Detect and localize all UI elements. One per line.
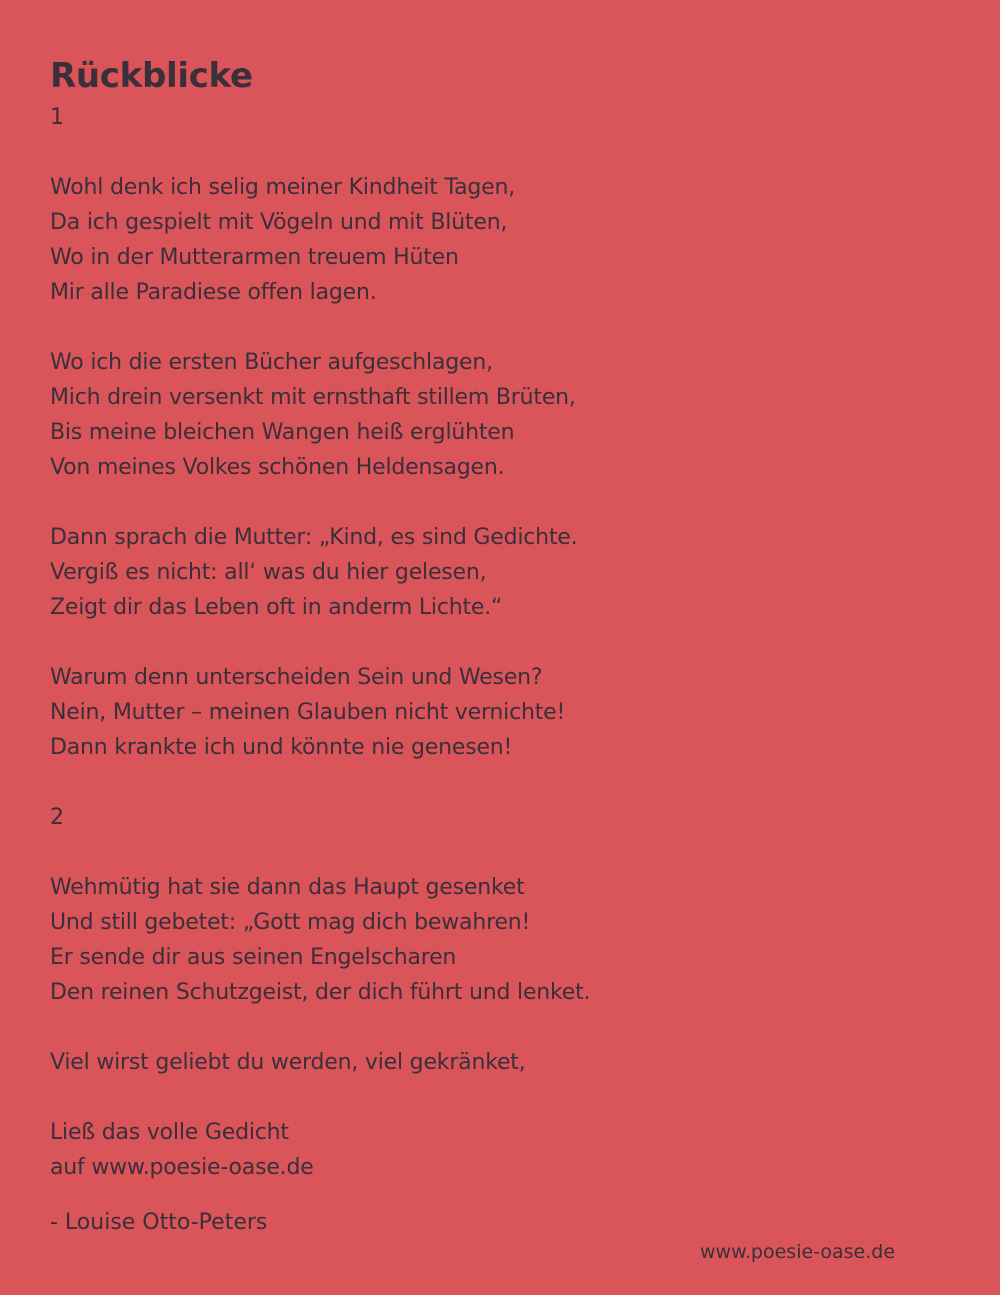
poem-line: Wo ich die ersten Bücher aufgeschlagen,	[50, 350, 493, 375]
stanza	[50, 170, 960, 310]
poem-line: Den reinen Schutzgeist, der dich führt und lenket.	[50, 980, 591, 1005]
stanza	[50, 520, 960, 625]
poem-line: Vergiß es nicht: all‘ was du hier gelesen,	[50, 560, 487, 585]
poem-line: Bis meine bleichen Wangen heiß erglühten	[50, 420, 515, 445]
poem-line: Zeigt dir das Leben oft in anderm Lichte.“	[50, 595, 503, 620]
spacer	[50, 310, 960, 345]
poem-line: Warum denn unterscheiden Sein und Wesen?	[50, 665, 543, 690]
stanza	[50, 345, 960, 485]
poem-line: Viel wirst geliebt du werden, viel gekränket,	[50, 1050, 526, 1075]
poem-title: Rückblicke	[50, 56, 253, 96]
section-number-2: 2	[50, 805, 64, 830]
poem-line: Mich drein versenkt mit ernsthaft stillem Brüten,	[50, 385, 576, 410]
stanza	[50, 1045, 960, 1080]
poem-line: Wo in der Mutterarmen treuem Hüten	[50, 245, 459, 270]
stanza	[50, 660, 960, 765]
poem-line: Wohl denk ich selig meiner Kindheit Tagen,	[50, 175, 516, 200]
spacer	[50, 625, 960, 660]
poem-line: Dann krankte ich und könnte nie genesen!	[50, 735, 513, 760]
stanza	[50, 870, 960, 1010]
spacer	[50, 835, 960, 870]
poem-author: - Louise Otto-Peters	[50, 1210, 268, 1235]
read-more-line: Ließ das volle Gedicht	[50, 1120, 289, 1145]
poem-line: Er sende dir aus seinen Engelscharen	[50, 945, 457, 970]
spacer	[50, 485, 960, 520]
poem-line: Wehmütig hat sie dann das Haupt gesenket	[50, 875, 525, 900]
footer-website-link[interactable]: www.poesie-oase.de	[700, 1241, 896, 1263]
poem-page	[50, 52, 960, 1240]
poem-line: Von meines Volkes schönen Heldensagen.	[50, 455, 505, 480]
spacer	[50, 1010, 960, 1045]
read-more-link[interactable]: auf www.poesie-oase.de	[50, 1155, 314, 1180]
spacer	[50, 135, 960, 170]
spacer	[50, 765, 960, 800]
section-number-1: 1	[50, 105, 64, 130]
poem-line: Mir alle Paradiese offen lagen.	[50, 280, 377, 305]
poem-line: Und still gebetet: „Gott mag dich bewahren!	[50, 910, 531, 935]
poem-line: Da ich gespielt mit Vögeln und mit Blüten,	[50, 210, 508, 235]
spacer	[50, 1080, 960, 1115]
read-more-note	[50, 1115, 960, 1185]
poem-line: Dann sprach die Mutter: „Kind, es sind Gedichte.	[50, 525, 578, 550]
poem-line: Nein, Mutter – meinen Glauben nicht vernichte!	[50, 700, 566, 725]
